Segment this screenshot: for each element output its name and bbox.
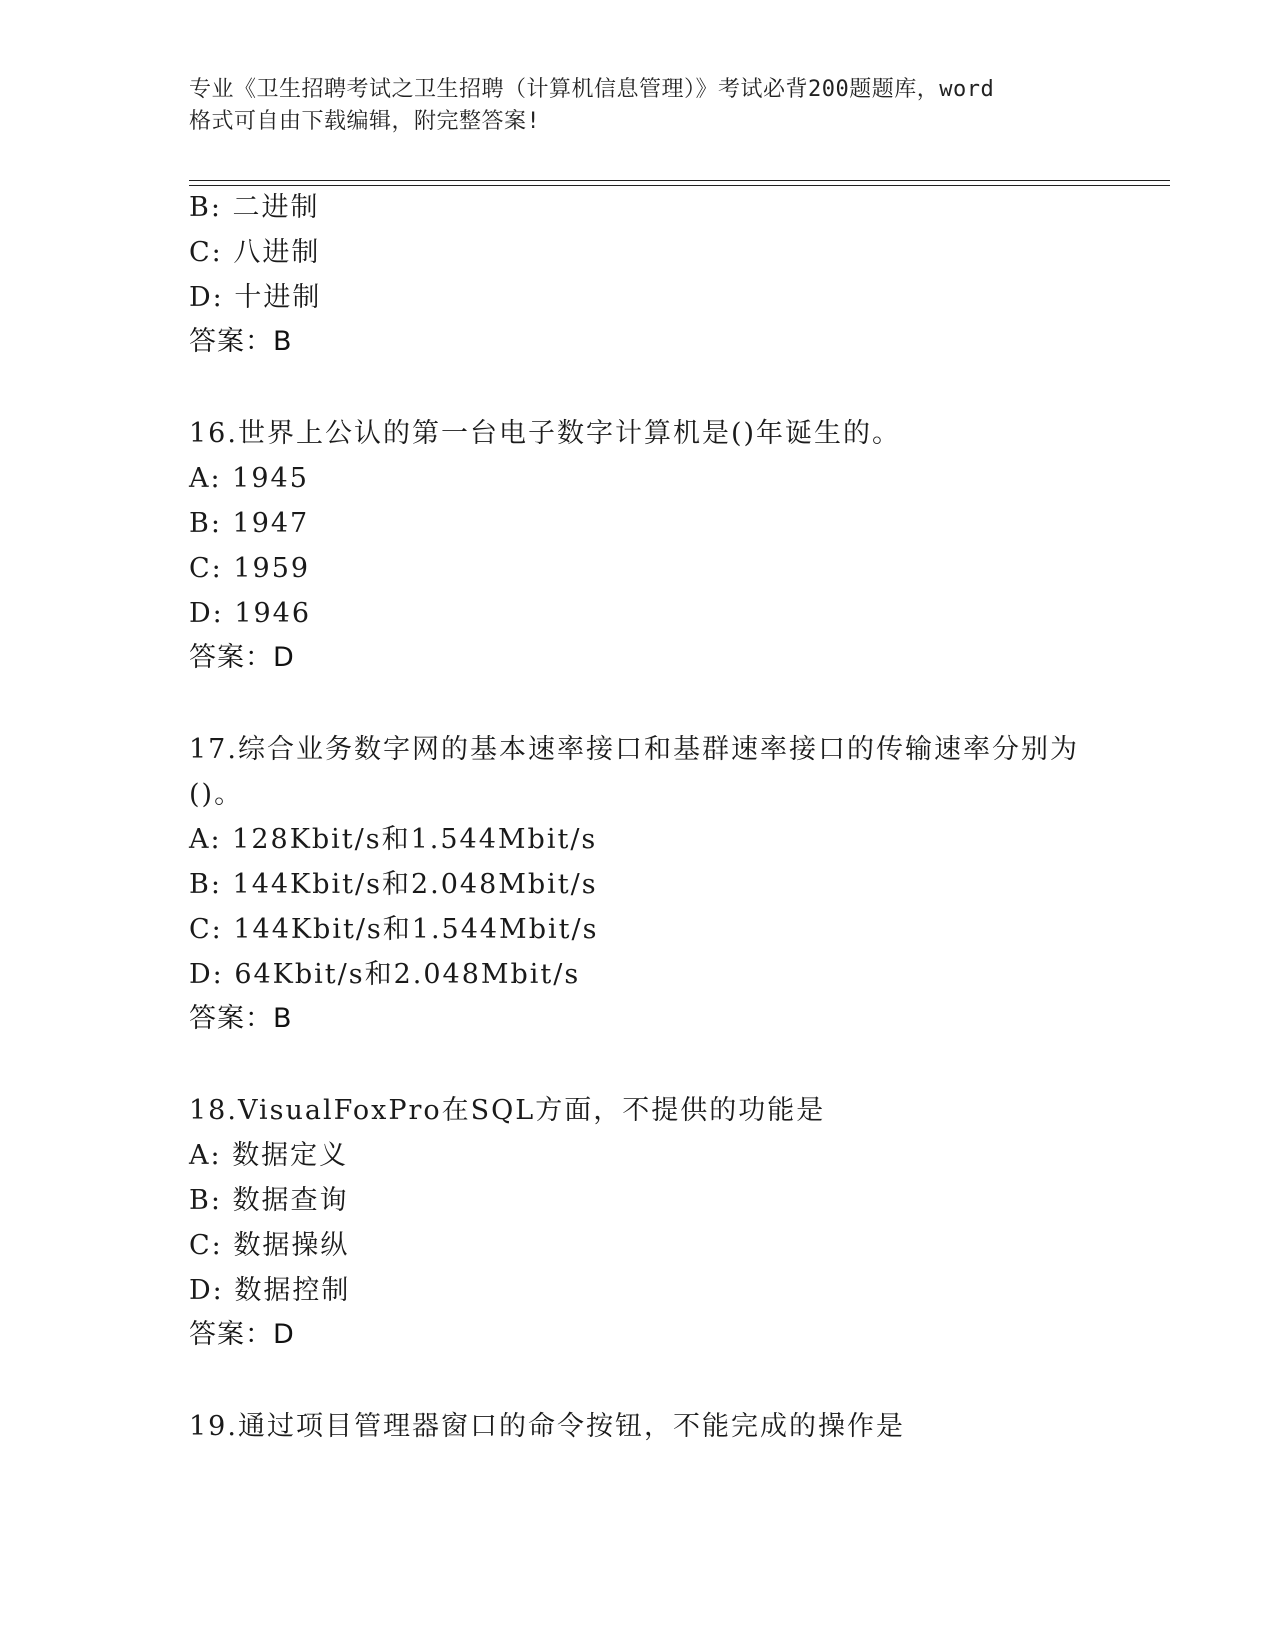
option-line: C: 1959	[189, 553, 311, 584]
header-line-2: 格式可自由下载编辑，附完整答案!	[189, 109, 541, 134]
question-line: ()。	[189, 779, 244, 810]
option-line: D: 十进制	[189, 282, 322, 313]
option-line: B: 1947	[189, 508, 310, 539]
option-line: C: 数据操纵	[189, 1230, 350, 1261]
header-divider-top	[189, 180, 1170, 181]
answer-line: 答案：B	[189, 326, 293, 357]
header-line-1: 专业《卫生招聘考试之卫生招聘（计算机信息管理）》考试必背200题题库，word	[189, 77, 995, 102]
option-line: C: 144Kbit/s和1.544Mbit/s	[189, 914, 599, 945]
option-line: A: 数据定义	[189, 1140, 349, 1171]
question-line: 18.VisualFoxPro在SQL方面，不提供的功能是	[189, 1095, 826, 1126]
answer-line: 答案：D	[189, 642, 295, 673]
option-line: D: 数据控制	[189, 1275, 351, 1306]
option-line: B: 数据查询	[189, 1185, 349, 1216]
page-header	[189, 74, 1089, 138]
option-line: C: 八进制	[189, 237, 321, 268]
question-line: 17.综合业务数字网的基本速率接口和基群速率接口的传输速率分别为	[189, 734, 1079, 765]
answer-line: 答案：D	[189, 1319, 295, 1350]
option-line: D: 64Kbit/s和2.048Mbit/s	[189, 959, 581, 990]
option-line: A: 1945	[189, 463, 309, 494]
option-line: D: 1946	[189, 598, 312, 629]
answer-line: 答案：B	[189, 1003, 293, 1034]
option-line: A: 128Kbit/s和1.544Mbit/s	[189, 824, 598, 855]
question-line: 19.通过项目管理器窗口的命令按钮，不能完成的操作是	[189, 1411, 905, 1442]
option-line: B: 144Kbit/s和2.048Mbit/s	[189, 869, 598, 900]
option-line: B: 二进制	[189, 192, 320, 223]
question-line: 16.世界上公认的第一台电子数字计算机是()年诞生的。	[189, 418, 902, 449]
header-divider-bottom	[189, 185, 1170, 186]
